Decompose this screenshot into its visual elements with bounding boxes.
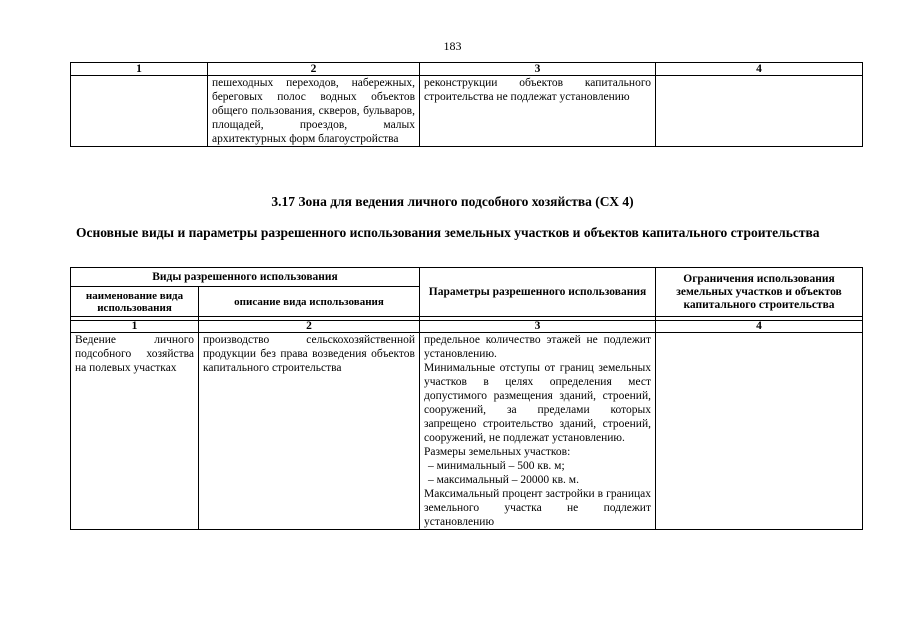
section-subtitle: Основные виды и параметры разрешенного использования земельных участков и объектов капитального строительства: [76, 225, 820, 240]
column-number: 4: [656, 63, 863, 76]
cell-restrictions: [656, 333, 863, 530]
restrictions-header: Ограничения использования земельных участков и объектов капитального строительства: [656, 268, 863, 317]
cell-description: производство сельскохозяйственной продукции без права возведения объектов капитального строительства: [199, 333, 420, 530]
params-header: Параметры разрешенного использования: [420, 268, 656, 317]
param-paragraph: Минимальные отступы от границ земельных участков в целях определения мест допустимого размещения зданий, строений, сооружений, за пределами которых запрещено строительство зданий, строений, сооружений, не подлежат установлению.: [424, 362, 651, 444]
cell-params: реконструкции объектов капитального строительства не подлежат установлению: [420, 76, 656, 147]
cell-params: [420, 333, 656, 530]
column-number: 1: [71, 321, 199, 333]
continuation-table: [70, 62, 863, 147]
cell-name: [71, 76, 208, 147]
page-number: 183: [443, 39, 462, 53]
column-number: 3: [420, 63, 656, 76]
table-row: [71, 76, 863, 147]
column-number: 4: [656, 321, 863, 333]
group-header: Виды разрешенного использования: [71, 268, 420, 287]
column-number-row: [71, 63, 863, 76]
cell-restrictions: [656, 76, 863, 147]
param-paragraph: Размеры земельных участков:: [424, 446, 571, 458]
name-subheader: наименование вида использования: [71, 287, 199, 317]
param-paragraph: предельное количество этажей не подлежит установлению.: [424, 334, 651, 360]
param-list-item: – максимальный – 20000 кв. м.: [428, 474, 579, 486]
column-number-row: [71, 321, 863, 333]
column-number: 3: [420, 321, 656, 333]
cell-name: Ведение личного подсобного хозяйства на полевых участках: [71, 333, 199, 530]
column-number: 1: [71, 63, 208, 76]
param-list-item: – минимальный – 500 кв. м;: [428, 460, 565, 472]
column-number: 2: [199, 321, 420, 333]
header-row: [71, 268, 863, 287]
column-number: 2: [208, 63, 420, 76]
cell-description: пешеходных переходов, набережных, береговых полос водных объектов общего пользования, скверов, бульваров, площадей, проездов, малых архитектурных форм благоустройства: [208, 76, 420, 147]
param-paragraph: Максимальный процент застройки в границах земельного участка не подлежит установлению: [424, 488, 651, 528]
table-row: [71, 333, 863, 530]
zone-table: [70, 267, 863, 530]
section-title: 3.17 Зона для ведения личного подсобного хозяйства (СХ 4): [271, 194, 634, 209]
description-subheader: описание вида использования: [199, 287, 420, 317]
